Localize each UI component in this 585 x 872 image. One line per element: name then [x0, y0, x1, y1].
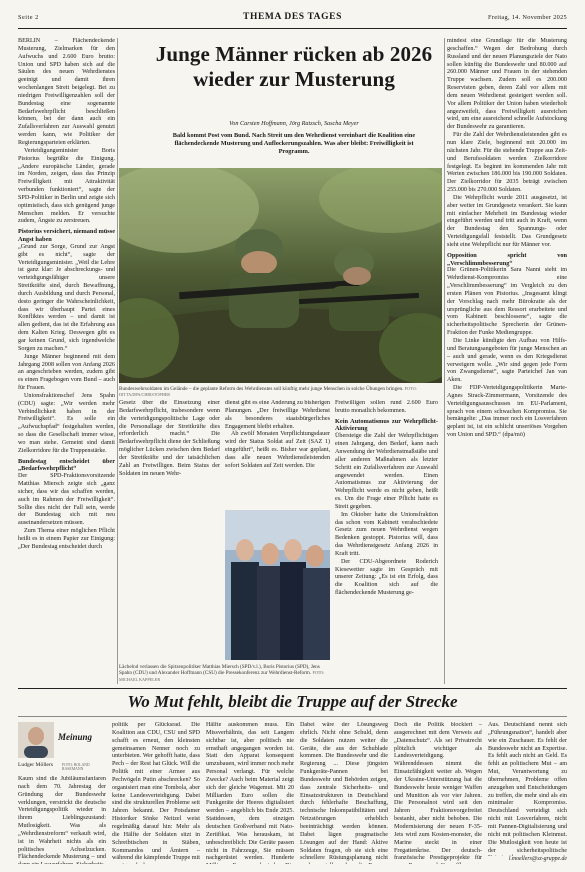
commentary-author-box	[18, 722, 106, 772]
paragraph: Doch die Politik blockiert – ausgerechnet mit dem Verweis auf „Datenschutz“. Als sei Privatrecht plötzlich wichtiger als Landesverteidigung. Währenddessen nimmt die Einsatzfähigkeit weiter ab. Wegen der Ukraine-Unterstützung hat die Bundeswehr heute weniger Waffen und Munition als vor vier Jahren. Die Personalnot wird seit den Jahren Fraktionsvorgefreitet bestanht, aber nicht behoben. Die Modernisierung der neuen F-35-Jets wird zum Kosten-monster, die Marine steckt in einer Fregattenkrise. Der deutsch-französische Prestigeprojekte für	[394, 722, 482, 862]
commentary-label: Meinung	[58, 732, 93, 742]
author-avatar	[18, 722, 54, 758]
photo2-caption-line	[119, 664, 331, 688]
photo1-credit: FOTO: DITTA/DPA/CHRISTOPHER	[119, 386, 417, 398]
subheading: Opposition spricht von „Verschlimmbesserung“	[447, 251, 567, 267]
paragraph: Aus. Deutschland nennt sich „Führungsnation“, handelt aber wie ein Zuschauer. Es fehlt der Bundeswehr nicht an Expertise. Es fehlt auch nicht an Geld. Es fehlt an politischem Mut – am Mut, Verantwortung zu übernehmen, Probleme offen anzugehen und Entscheidungen zu treffen, die mehr sind als ein minimaler Kompromiss. Deutschland verteidigt sich nicht mit Losverfahren, nicht mit Pannen-Digitalisierung und nicht mit politischen Kleinmut. Die Mutlosigkeit von heute ist der sicherheitspolitische	[488, 722, 567, 854]
paragraph: Für die Zahl der Wehrdienstleistenden gibt es nun klare Ziele, beginnend mit 20.000 im nächsten Jahr. Für die stehende Truppe aus Zeit- und Berufssoldaten werden Zielkorridore festgelegt. Es beginnt im kommenden Jahr mit Werten zwischen 186.000 bis 190.000 Soldaten. Der Zielkorridor für 2035 beträgt zwischen 255.000 bis 270.000 Soldaten.	[447, 132, 567, 194]
commentary-column-3	[206, 722, 294, 864]
column-divider	[444, 38, 445, 684]
paragraph: mindest eine Grundlage für die Musterung geschaffen.“ Wegen der Bedrohung durch Russland und der neuen Planungsziele der Nato sollen künftig die Bundeswehr und 80.000 auf 260.000 Männer und Frauen in der stehenden Truppe wachsen. Zudem soll es 200.000 Reservisten geben, deren Zahl vor allem mit dem neuen Wehrdienst gesteigert werden soll. Vor allem Politiker der Union haben wiederholt angezweifelt, dass Freiwilligkeit ausreichen wird, um eine ausreichend schnelle Aufstockung der Bundeswehr zu garantieren.	[447, 38, 567, 131]
paragraph: Übersteige die Zahl der Wehrpflichtigen einen Jahrgang, den Bedarf, kann nach Anwendung der Wehrdienstmaßstäbe und aller anderen Maßnahmen als letzter Schritt ein Zufallsverfahren zur Auswahl angewendet werden. Einen Automatismus zur Aktivierung der Wehrpflicht werde es nicht geben, heißt es. Um die Frage einer Pflicht hatte es Streit gegeben.	[335, 433, 438, 510]
paragraph: dienst gibt es eine Änderung zu bisherigen Planungen. „Der freiwillige Wehrdienst als besonderes staatsbürgerliches Engagement bleibt erhalten.	[225, 400, 330, 430]
paragraph: Die FDP-Verteidigungspolitikerin Marie-Agnes Strack-Zimmermann, Vorsitzende des Verteidigungsausschusses im EU-Parlament, sprach von einem schwachen Kompromiss. Sie bemängelte: „Das immer noch ein Losverfahren geplant ist, ist ein schlicht unseriöses Vorgehen von Union und SPD.“ (dpa/mö)	[447, 385, 567, 439]
commentary-column-5	[394, 722, 482, 864]
photo1-caption-line	[119, 386, 442, 399]
commentary-column-4	[300, 722, 388, 864]
commentary-headline: Wo Mut fehlt, bleibt die Truppe auf der Strecke	[127, 692, 458, 711]
paragraph: Hälfte auskommen muss. Ein Missverhältnis, das seit Langem sichtbar ist, aber politisch nie ernsthaft angegangen worden ist. Statt den Apparat konsequent umzubauen, wird immer noch mehr Personal verlangt. Für welche Zwecke? Auch beim Material zeigt sich der gleiche Wagemut. Mit 20 Milliarden Euro sollen die Funkgeräte der Heeres digitalisiert werden – angeblich bis Ende 2025. Stattdessen, dem einzigen deutschen Großverband mit Nato-Zertifikat. Was herauskam, ist unbeschreiblich: Die Geräte passen nicht in Fahrzeuge, Sie müssen nachgerüstet werden. Hunderte	[206, 722, 294, 862]
paragraph: Der SPD-Fraktionsvorsitzende Matthias Miersch zeigte sich „ganz sicher, dass wir das schaffen werden, auch im Rahmen der Freiwilligkeit“. Sollte dies nicht der Fall sein, werde der Bundestag sich mit neu auseinandersetzen müssen.	[18, 473, 115, 527]
article-column-3	[225, 400, 330, 508]
article-headline: Junge Männer rücken ab 2026 wieder zur Musterung	[155, 42, 433, 91]
paragraph: „Grund zur Sorge, Grund zur Angst gibt es nicht“, sagte der Verteidigungsminister. „Weil die Lehre ist ganz klar: Je abschreckungs- und verteidigungsfähiger unsere Streitkräfte sind, durch Bewaffnung, durch Ausbildung und durch Personal, desto geringer die Wahrscheinlichkeit, dass wir überhaupt Partei eines Konfliktes werden – und damit ist allen gedient, das ist die Erfahrung aus dem Kalten Krieg. Deswegen gibt es gar keinen Grund, sich irgendwelche Sorgen zu machen.“	[18, 243, 115, 352]
paragraph: Die Linke kündigte den Aufbau von Hilfs- und Beratungsangeboten für junge Menschen an – auch und gerade, wenn es den Kriegsdienst verweigern wolle. „Wir sind gegen jede Form von Zwangsdienst“, sagte Parteichef Jan van Aken.	[447, 337, 567, 384]
column-divider	[117, 38, 118, 684]
paragraph: Gesetz über die Einsetzung einer Bedarfswehrpflicht, insbesondere wenn die verteidigungspolitische Lage oder die Personallage der Streitkräfte dies erforderlich macht.“ Die Bedarfswehrpflicht diene der Schließung möglicher Lücken zwischen dem Bedarf der Streitkräfte und der tatsächlichen Zahl an Freiwilligen. Beim Status der Soldaten im neuen Wehr-	[119, 400, 220, 477]
commentary-column-6	[488, 722, 567, 856]
page-header	[18, 14, 567, 26]
subheading: Bundestag entscheidet über „Bedarfswehrpflicht“	[18, 457, 115, 473]
subheading: Kein Automatismus zur Wehrpflicht-Aktivierung	[335, 417, 438, 433]
article-column-2	[119, 400, 220, 682]
paragraph: Junge Männer beginnend mit dem Jahrgang 2008 sollen von Anfang 2026 an angeschrieben werden, zudem gibt es einen Fragebogen vom Bund – auch für Frauen.	[18, 353, 115, 392]
paragraph: Ab zwölf Monaten Verpflichtungsdauer wird der Status Soldat auf Zeit (SAZ 1) eingeführt“, heißt es. Bisher war geplant, dass alle neuen Wehrdienstleistenden sofort Soldaten auf Zeit werden. Die	[225, 431, 330, 469]
header-rule	[18, 28, 567, 29]
paragraph: Die Grünen-Politikerin Sara Nanni sieht im Wehrdienst-Kompromiss eine „Verschlimmbesserung“ im Vergleich zu den ersten Plänen von Pistorius. „Insgesamt klingt der Vorschlag nach mehr Bürokratie als der ursprüngliche aus dem Ressort erarbeitete und vom Kabinett beschlossene“, sagte die sicherheitspolitische Sprecherin der Grünen-Fraktion der Funke Mediengruppe.	[447, 267, 567, 337]
article-teaser: Bald kommt Post vom Bund. Nach Streit um den Wehrdienst vereinbart die Koalition eine flächendeckende Musterung und Auflockerungszahlen. Was aber bleibt: Freiwilligkeit ist Programm.	[172, 132, 416, 155]
politicians-illustration	[225, 510, 330, 660]
photo1-caption: Bundeswehrsoldaten im Gelände – die geplante Reform des Wehrdienstes soll künftig mehr junge Menschen in solche Übungen bringen.	[119, 386, 404, 392]
commentary-rule	[18, 716, 567, 717]
commentary-column-1	[18, 776, 106, 864]
article-byline: Von Carsten Hoffmann, Jörg Ratzsch, Sascha Meyer	[229, 120, 359, 127]
paragraph: Verteidigungsminister Boris Pistorius begrüßte die Einigung. „Andere europäische Länder, gerade im Norden, zeigen, dass das Prinzip Freiwilligkeit mit Attraktivität verbunden funktioniert“, sagte der SPD-Politiker in Berlin und zeigte sich optimistisch, dass sich genügend junge Menschen melden. Er versuchte zudem, Ängste zu zerstreuen.	[18, 147, 115, 225]
article-column-4	[335, 400, 438, 682]
paragraph: Unionsfraktionschef Jens Spahn (CDU) sagte: „Wir werden mehr Verbindlichkeit haben in der Freiwilligkeit“. Es solle ein „Aufwuchspfad“ festgehalten werden, so dass die Gesellschaft immer wisse, wo man stehe. Gemeint sind damit Zielkorridore für die Truppenstärke.	[18, 392, 115, 454]
soldiers-illustration	[119, 168, 442, 383]
section-title: THEMA DES TAGES	[243, 12, 342, 22]
politicians-photo	[225, 510, 330, 660]
commentary-author: Ludger Möllers	[18, 762, 53, 768]
subheading: Pistorius versichert, niemand müsse Angst haben	[18, 228, 115, 244]
paragraph: BERLIN – Flächendeckende Musterung, Zielmarken für den Aufwuchs und 2.600 Euro brutto: Union und SPD haben sich auf die Säulen des neuen Wehrdienstes geeinigt und damit ihren wochenlangen Streit beigelegt. Bei zu niedrigen Freiwilligenzahlen soll der Bundestag eine sogenannte Bedarfswehrpflicht beschließen können, bei der dann auch ein Zufallsverfahren zur Auswahl genutzt werden kann, wie Politiker der Regierungsparteien erklärten.	[18, 38, 115, 146]
article-column-6	[447, 38, 567, 684]
paragraph: Freiwilligen sollen rund 2.600 Euro brutto monatlich bekommen.	[335, 400, 438, 414]
paragraph: Die Wehrpflicht wurde 2011 ausgesetzt, ist aber weiter im Grundgesetz verankert. Sie kann mit einfacher Mehrheit im Bundestag wieder eingeführt werden und tritt auch in Kraft, wenn der Bundestag den Spannungs- oder Verteidigungsfall feststellt. Das Grundgesetz sieht eine Wehrpflicht nur für Männer vor.	[447, 194, 567, 248]
issue-date: Freitag, 14. November 2025	[488, 14, 567, 21]
commentary-column-2	[112, 722, 200, 864]
photo2-caption: Lächelnd verlassen die Spitzenpolitiker Matthias Miersch (SPD/v.l.), Boris Pistorius (SPD), Jens Spahn (CDU) und Alexander Hoffmann (CSU) die Pressekonferenz zur Wehrdienst-Reform.	[119, 664, 320, 677]
paragraph: politik per Glücksrad. Die Koalition aus CDU, CSU und SPD schafft es erneut, den kleinsten gemeinsamen Nenner noch zu unterbieten. Wer gehofft hatte, dass Pech – der Rest hat Glück. Will die Politik mit einer Armee aus Pechvögeln Putin abschrecken? So organisiert man eine Tombola, aber keine Landesverteidigung. Dabei sind die strukturellen Probleme seit Jahren bekannt. Der Potsdamer Historiker Sönke Neitzel weist regelmäßig darauf hin: Mehr als die Hälfte der Soldaten sitzt in Schreibtischen in Stäben, Kommandos und Ämtern – während die kämpfende Truppe mit	[112, 722, 200, 862]
soldiers-photo	[119, 168, 442, 383]
paragraph: Der CDU-Abgeordnete Roderich Kiesewetter sagte im Gespräch mit unserer Zeitung: „Es ist ein Erfolg, dass die Koalition sich auf die flächendeckende Musterung ge-	[335, 558, 438, 597]
paragraph: Im Oktober hatte die Unionsfraktion das schon vom Kabinett verabschiedete Gesetz zum neuen Wehrdienst wegen Bedenken gestoppt. Pistorius will, dass das Wehrdienstgesetz Anfang 2026 in Kraft tritt.	[335, 511, 438, 557]
commentary-photo-credit: FOTO: ROLAND RASEMANN	[62, 763, 90, 771]
page-number: Seite 2	[18, 14, 39, 21]
paragraph: Kaum sind die Jubiläumsfanfaren nach dem 70. Jahrestag der Gründung der Bundeswehr verklungen, verstrickt die deutsche Verteidigungspolitik wieder in ihrem Lieblingszustand: Mutlosigkeit. Was als „Wehrdienstreform“ verkauft wird, ist in Wahrheit nichts als ein politisches Achselzucken. Flächendeckende Musterung – und	[18, 776, 106, 861]
paragraph: Zum Thema einer möglichen Pflicht heißt es in einem Papier zur Einigung: „Der Bundestag entscheidet durch	[18, 528, 115, 550]
author-portrait	[18, 722, 54, 758]
photo2-credit: FOTO: MICHAEL KAPPELER	[119, 670, 325, 682]
section-rule	[18, 688, 567, 689]
paragraph: Dabei wäre der Lösungsweg ehrlich. Nicht ohne Schuld, denn die Soldaten nutzen weiter die Geräte, die aus der Schublade kommen. Die Bundeswehr und die Regierung ... Diese jüngsten Funkgeräte-Pannen bei Bundeswehr und Behörden zeigen, dass zentrale Sicherheits- und Einsatzstrukturen in Deutschland durch fehlerhafte Beschaffung, technische Inkompatibilitäten und Netzstörungen erheblich beeinträchtigt werden können. Dabei lägen pragmatische Lösungen auf der Hand: Aktive Soldaten fragen, ob sie sich eine schnellere Rüstungsplanung nicht	[300, 722, 388, 862]
author-email[interactable]: l.moellers@sz-gruppe.de	[508, 856, 567, 862]
article-column-1	[18, 38, 115, 684]
